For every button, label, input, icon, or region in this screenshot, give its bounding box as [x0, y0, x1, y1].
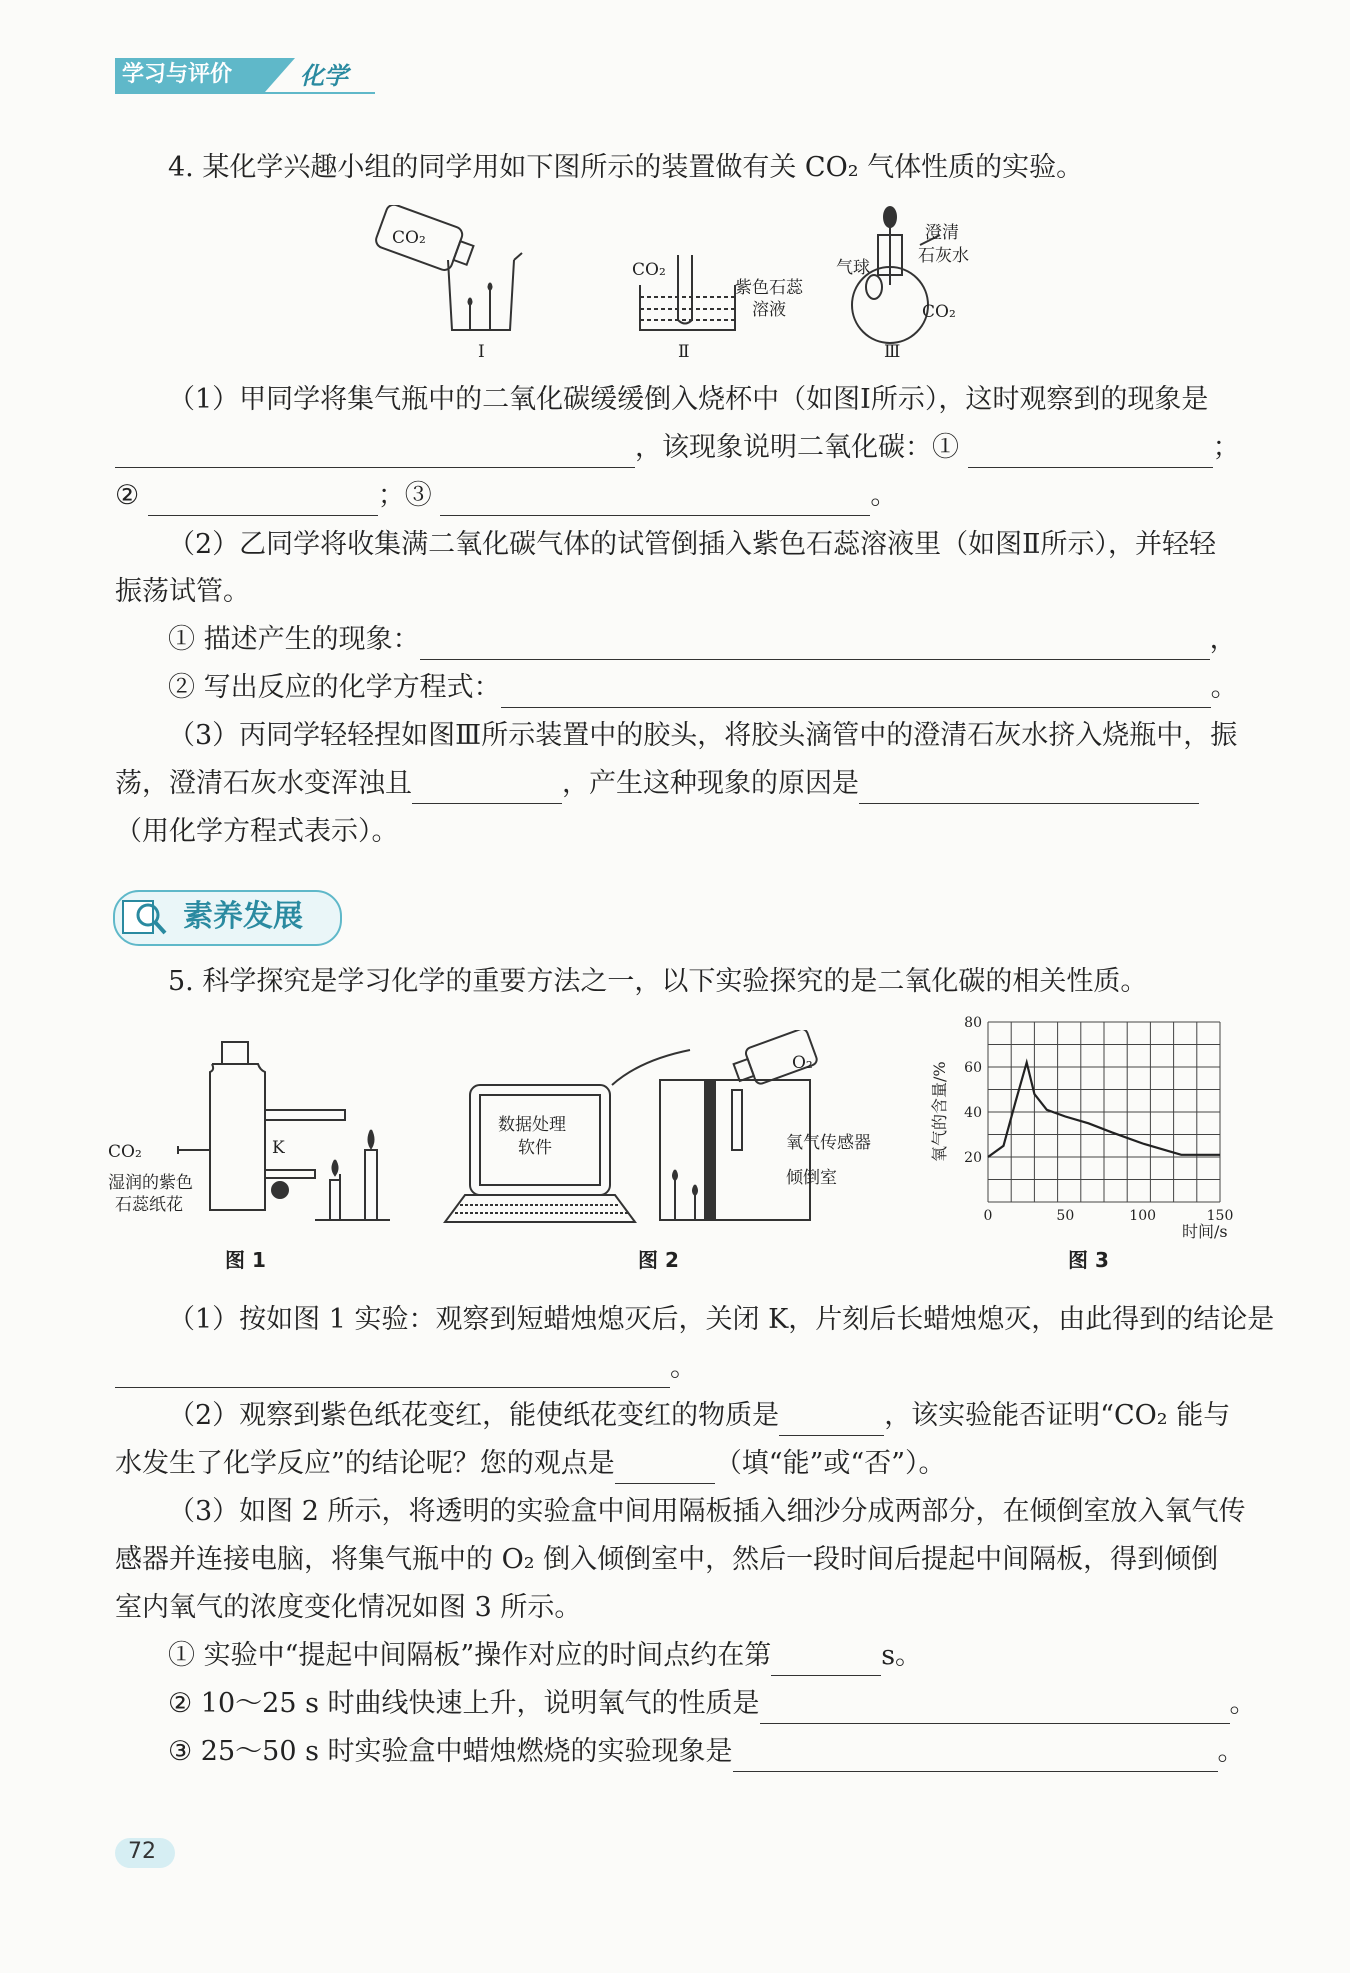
q4-p2-line1: （2）乙同学将收集满二氧化碳气体的试管倒插入紫色石蕊溶液里（如图Ⅱ所示），并轻轻	[168, 529, 1217, 560]
fig2-o2-label: O₂	[792, 1053, 813, 1073]
q4-stem: 4. 某化学兴趣小组的同学用如下图所示的装置做有关 CO₂ 气体性质的实验。	[168, 152, 1084, 183]
fig2-litmus-label-1: 紫色石蕊	[735, 278, 803, 298]
q5-p2-line1: （2）观察到紫色纸花变红，能使纸花变红的物质是 ，该实验能否证明“CO₂ 能与	[168, 1396, 1230, 1436]
q4-p2-a: ① 描述产生的现象： ，	[168, 620, 1237, 660]
chart-ytick-label: 80	[964, 1015, 982, 1031]
section-title: 素养发展	[183, 899, 303, 934]
fig1-bottle-label: CO₂	[392, 228, 426, 248]
q4-p1-line3: ② ；③ 。	[115, 476, 897, 516]
fig5-2-box	[612, 1050, 810, 1220]
q4-p2-b: ② 写出反应的化学方程式： 。	[168, 668, 1238, 708]
fig1-paper-label-2: 石蕊纸花	[115, 1195, 183, 1215]
fig3-balloon-label: 气球	[836, 258, 870, 278]
q5-s3: ③ 25～50 s 时实验盒中蜡烛燃烧的实验现象是 。	[168, 1732, 1245, 1772]
answer-blank[interactable]	[420, 629, 1210, 660]
chart-xtick-label: 0	[983, 1208, 993, 1224]
q5-p3-line1: （3）如图 2 所示，将透明的实验盒中间用隔板插入细沙分成两部分，在倾倒室放入氧气传	[168, 1496, 1246, 1527]
fig2-sensor-label: 氧气传感器	[786, 1133, 871, 1153]
fig5-1-apparatus	[178, 1042, 390, 1220]
fig2-caption: 图 2	[638, 1248, 679, 1272]
chart-ytick-label: 20	[964, 1150, 982, 1166]
header-subject: 化学	[300, 61, 348, 90]
answer-blank[interactable]	[968, 437, 1213, 468]
fig-roman-3: Ⅲ	[884, 342, 901, 362]
answer-blank[interactable]	[115, 437, 635, 468]
answer-blank[interactable]	[148, 485, 378, 516]
q5-p1-line1: （1）按如图 1 实验：观察到短蜡烛熄灭后，关闭 K，片刻后长蜡烛熄灭，由此得到的结论是	[168, 1304, 1275, 1335]
q4-p1-line2: ，该现象说明二氧化碳：① ；	[115, 428, 1240, 468]
answer-blank[interactable]	[771, 1645, 881, 1676]
page-number: 72	[128, 1839, 156, 1864]
q5-p3-line2: 感器并连接电脑，将集气瓶中的 O₂ 倒入倾倒室中，然后一段时间后提起中间隔板，得到倾倒	[115, 1544, 1219, 1575]
q5-p2-line2: 水发生了化学反应”的结论呢？您的观点是 （填“能”或“否”）。	[115, 1444, 946, 1484]
fig1-paper-label-1: 湿润的紫色	[108, 1173, 193, 1193]
q4-p1-line1: （1）甲同学将集气瓶中的二氧化碳缓缓倒入烧杯中（如图Ⅰ所示），这时观察到的现象是	[168, 384, 1209, 415]
fig2-software-label-2: 软件	[518, 1138, 552, 1158]
fig3-lime-label-1: 澄清	[925, 223, 959, 243]
fig2-software-label-1: 数据处理	[498, 1115, 566, 1135]
answer-blank[interactable]	[779, 1405, 884, 1436]
answer-blank[interactable]	[615, 1453, 715, 1484]
fig2-chamber-label: 倾倒室	[786, 1168, 837, 1188]
q4-p3-line2: 荡，澄清石灰水变浑浊且 ，产生这种现象的原因是	[115, 764, 1199, 804]
magnifier-icon	[120, 895, 170, 939]
fig1-caption: 图 1	[225, 1248, 266, 1272]
answer-blank[interactable]	[501, 677, 1211, 708]
header-band-tip	[265, 58, 295, 92]
fig3-chart	[920, 1012, 1250, 1242]
q5-stem: 5. 科学探究是学习化学的重要方法之一，以下实验探究的是二氧化碳的相关性质。	[168, 966, 1148, 997]
answer-blank[interactable]	[412, 773, 562, 804]
answer-blank[interactable]	[760, 1693, 1230, 1724]
chart-xlabel: 时间/s	[1182, 1222, 1228, 1241]
fig1-beaker	[448, 253, 522, 330]
q5-p3-line3: 室内氧气的浓度变化情况如图 3 所示。	[115, 1592, 582, 1623]
chart-xtick-label: 100	[1129, 1208, 1157, 1224]
answer-blank[interactable]	[115, 1357, 670, 1388]
answer-blank[interactable]	[859, 773, 1199, 804]
q4-p3-line1: （3）丙同学轻轻捏如图Ⅲ所示装置中的胶头，将胶头滴管中的澄清石灰水挤入烧瓶中，振	[168, 720, 1238, 751]
fig3-flask-label: CO₂	[922, 302, 956, 322]
answer-blank[interactable]	[733, 1741, 1218, 1772]
q4-p3-line3: （用化学方程式表示）。	[115, 816, 399, 847]
q5-s1: ① 实验中“提起中间隔板”操作对应的时间点约在第 s。	[168, 1636, 922, 1676]
q5-s2: ② 10～25 s 时曲线快速上升，说明氧气的性质是 。	[168, 1684, 1257, 1724]
fig2-litmus-label-2: 溶液	[752, 300, 786, 320]
fig3-lime-label-2: 石灰水	[918, 246, 969, 266]
chart-ytick-label: 60	[964, 1060, 982, 1076]
q4-p2-line2: 振荡试管。	[115, 576, 250, 607]
chart-ylabel: 氧气的含量/%	[930, 1061, 949, 1162]
fig1-k-label: K	[272, 1138, 285, 1158]
fig-roman-1: Ⅰ	[478, 342, 485, 362]
fig3-caption: 图 3	[1068, 1248, 1109, 1272]
fig2-tube-label: CO₂	[632, 260, 666, 280]
chart-ytick-label: 40	[964, 1105, 982, 1121]
fig-roman-2: Ⅱ	[678, 342, 690, 362]
fig1-co2-label: CO₂	[108, 1142, 142, 1162]
chart-xtick-label: 50	[1056, 1208, 1075, 1224]
header-underline	[115, 92, 375, 94]
header-book-title: 学习与评价	[122, 62, 233, 87]
chart-xtick-label: 150	[1206, 1208, 1234, 1224]
answer-blank[interactable]	[440, 485, 870, 516]
q5-p1-line2: 。	[115, 1348, 697, 1388]
